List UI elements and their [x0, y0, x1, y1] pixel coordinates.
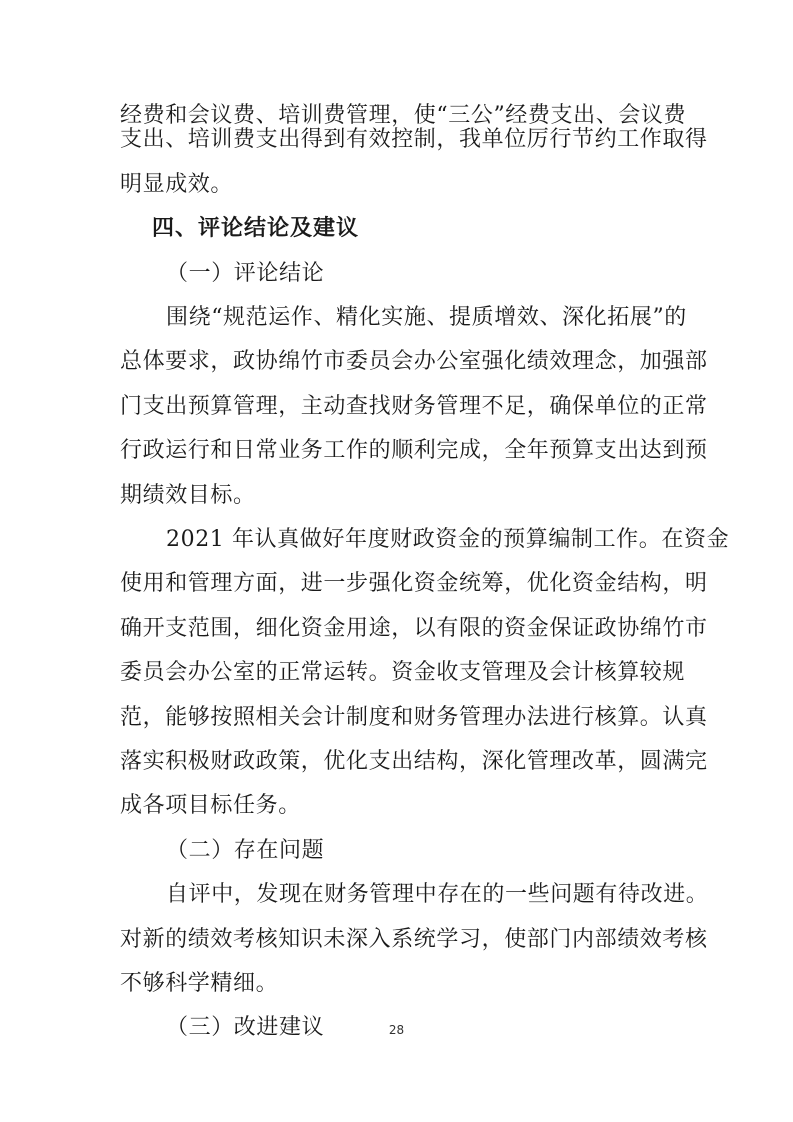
paragraph-line: 门支出预算管理，主动查找财务管理不足，确保单位的正常	[120, 394, 708, 419]
paragraph-line: 不够科学精细。	[120, 971, 279, 996]
paragraph-line: 委员会办公室的正常运转。资金收支管理及会计核算较规	[120, 660, 686, 685]
paragraph-line: 对新的绩效考核知识未深入系统学习，使部门内部绩效考核	[120, 927, 708, 952]
paragraph-line: 自评中，发现在财务管理中存在的一些问题有待改进。	[166, 882, 709, 907]
paragraph-line: 成各项目标任务。	[120, 793, 301, 818]
paragraph-line: 2021 年认真做好年度财政资金的预算编制工作。在资金	[166, 527, 730, 552]
paragraph-line: 明显成效。	[120, 172, 234, 197]
paragraph-line: 期绩效目标。	[120, 483, 256, 508]
paragraph-line: 确开支范围，细化资金用途，以有限的资金保证政协绵竹市	[120, 616, 708, 641]
paragraph-line: 范，能够按照相关会计制度和财务管理办法进行核算。认真	[120, 705, 708, 730]
paragraph-line: 落实积极财政政策，优化支出结构，深化管理改革，圆满完	[120, 749, 708, 774]
paragraph-line: 总体要求，政协绵竹市委员会办公室强化绩效理念，加强部	[120, 349, 708, 374]
paragraph-line: 经费和会议费、培训费管理，使“三公”经费支出、会议费	[120, 103, 687, 128]
subsection-heading: （三）改进建议	[166, 1015, 325, 1040]
subsection-heading: （一）评论结论	[166, 261, 325, 286]
paragraph-line: 支出、培训费支出得到有效控制，我单位厉行节约工作取得	[120, 127, 708, 152]
paragraph-line: 使用和管理方面，进一步强化资金统筹，优化资金结构，明	[120, 571, 708, 596]
paragraph-line: 围绕“规范运作、精化实施、提质增效、深化拓展”的	[166, 305, 687, 330]
subsection-heading: （二）存在问题	[166, 838, 325, 863]
paragraph-line: 行政运行和日常业务工作的顺利完成，全年预算支出达到预	[120, 438, 708, 463]
page-number: 28	[388, 1023, 405, 1037]
section-heading: 四、评论结论及建议	[152, 216, 360, 241]
